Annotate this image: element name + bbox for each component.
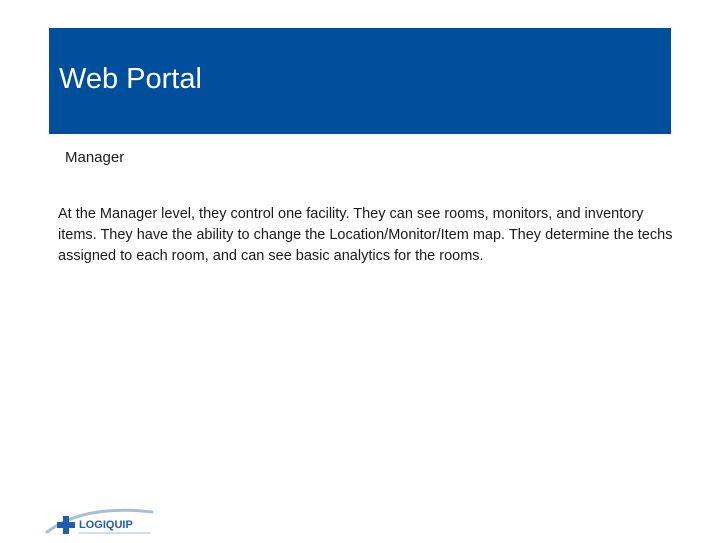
slide-body-text: At the Manager level, they control one facility. They can see rooms, monitors, and inventory items. They have the ability to change the Location/Monitor/Item map. They determine the techs assigned to each room, and can see basic analytics for the rooms. (58, 206, 673, 264)
slide-title: Web Portal (59, 63, 202, 95)
slide-subtitle: Manager (65, 149, 125, 166)
title-banner (49, 28, 671, 134)
logo-graphic (44, 504, 156, 538)
logo-brand-text: LOGIQUIP (79, 519, 133, 531)
logiquip-logo (44, 504, 156, 538)
